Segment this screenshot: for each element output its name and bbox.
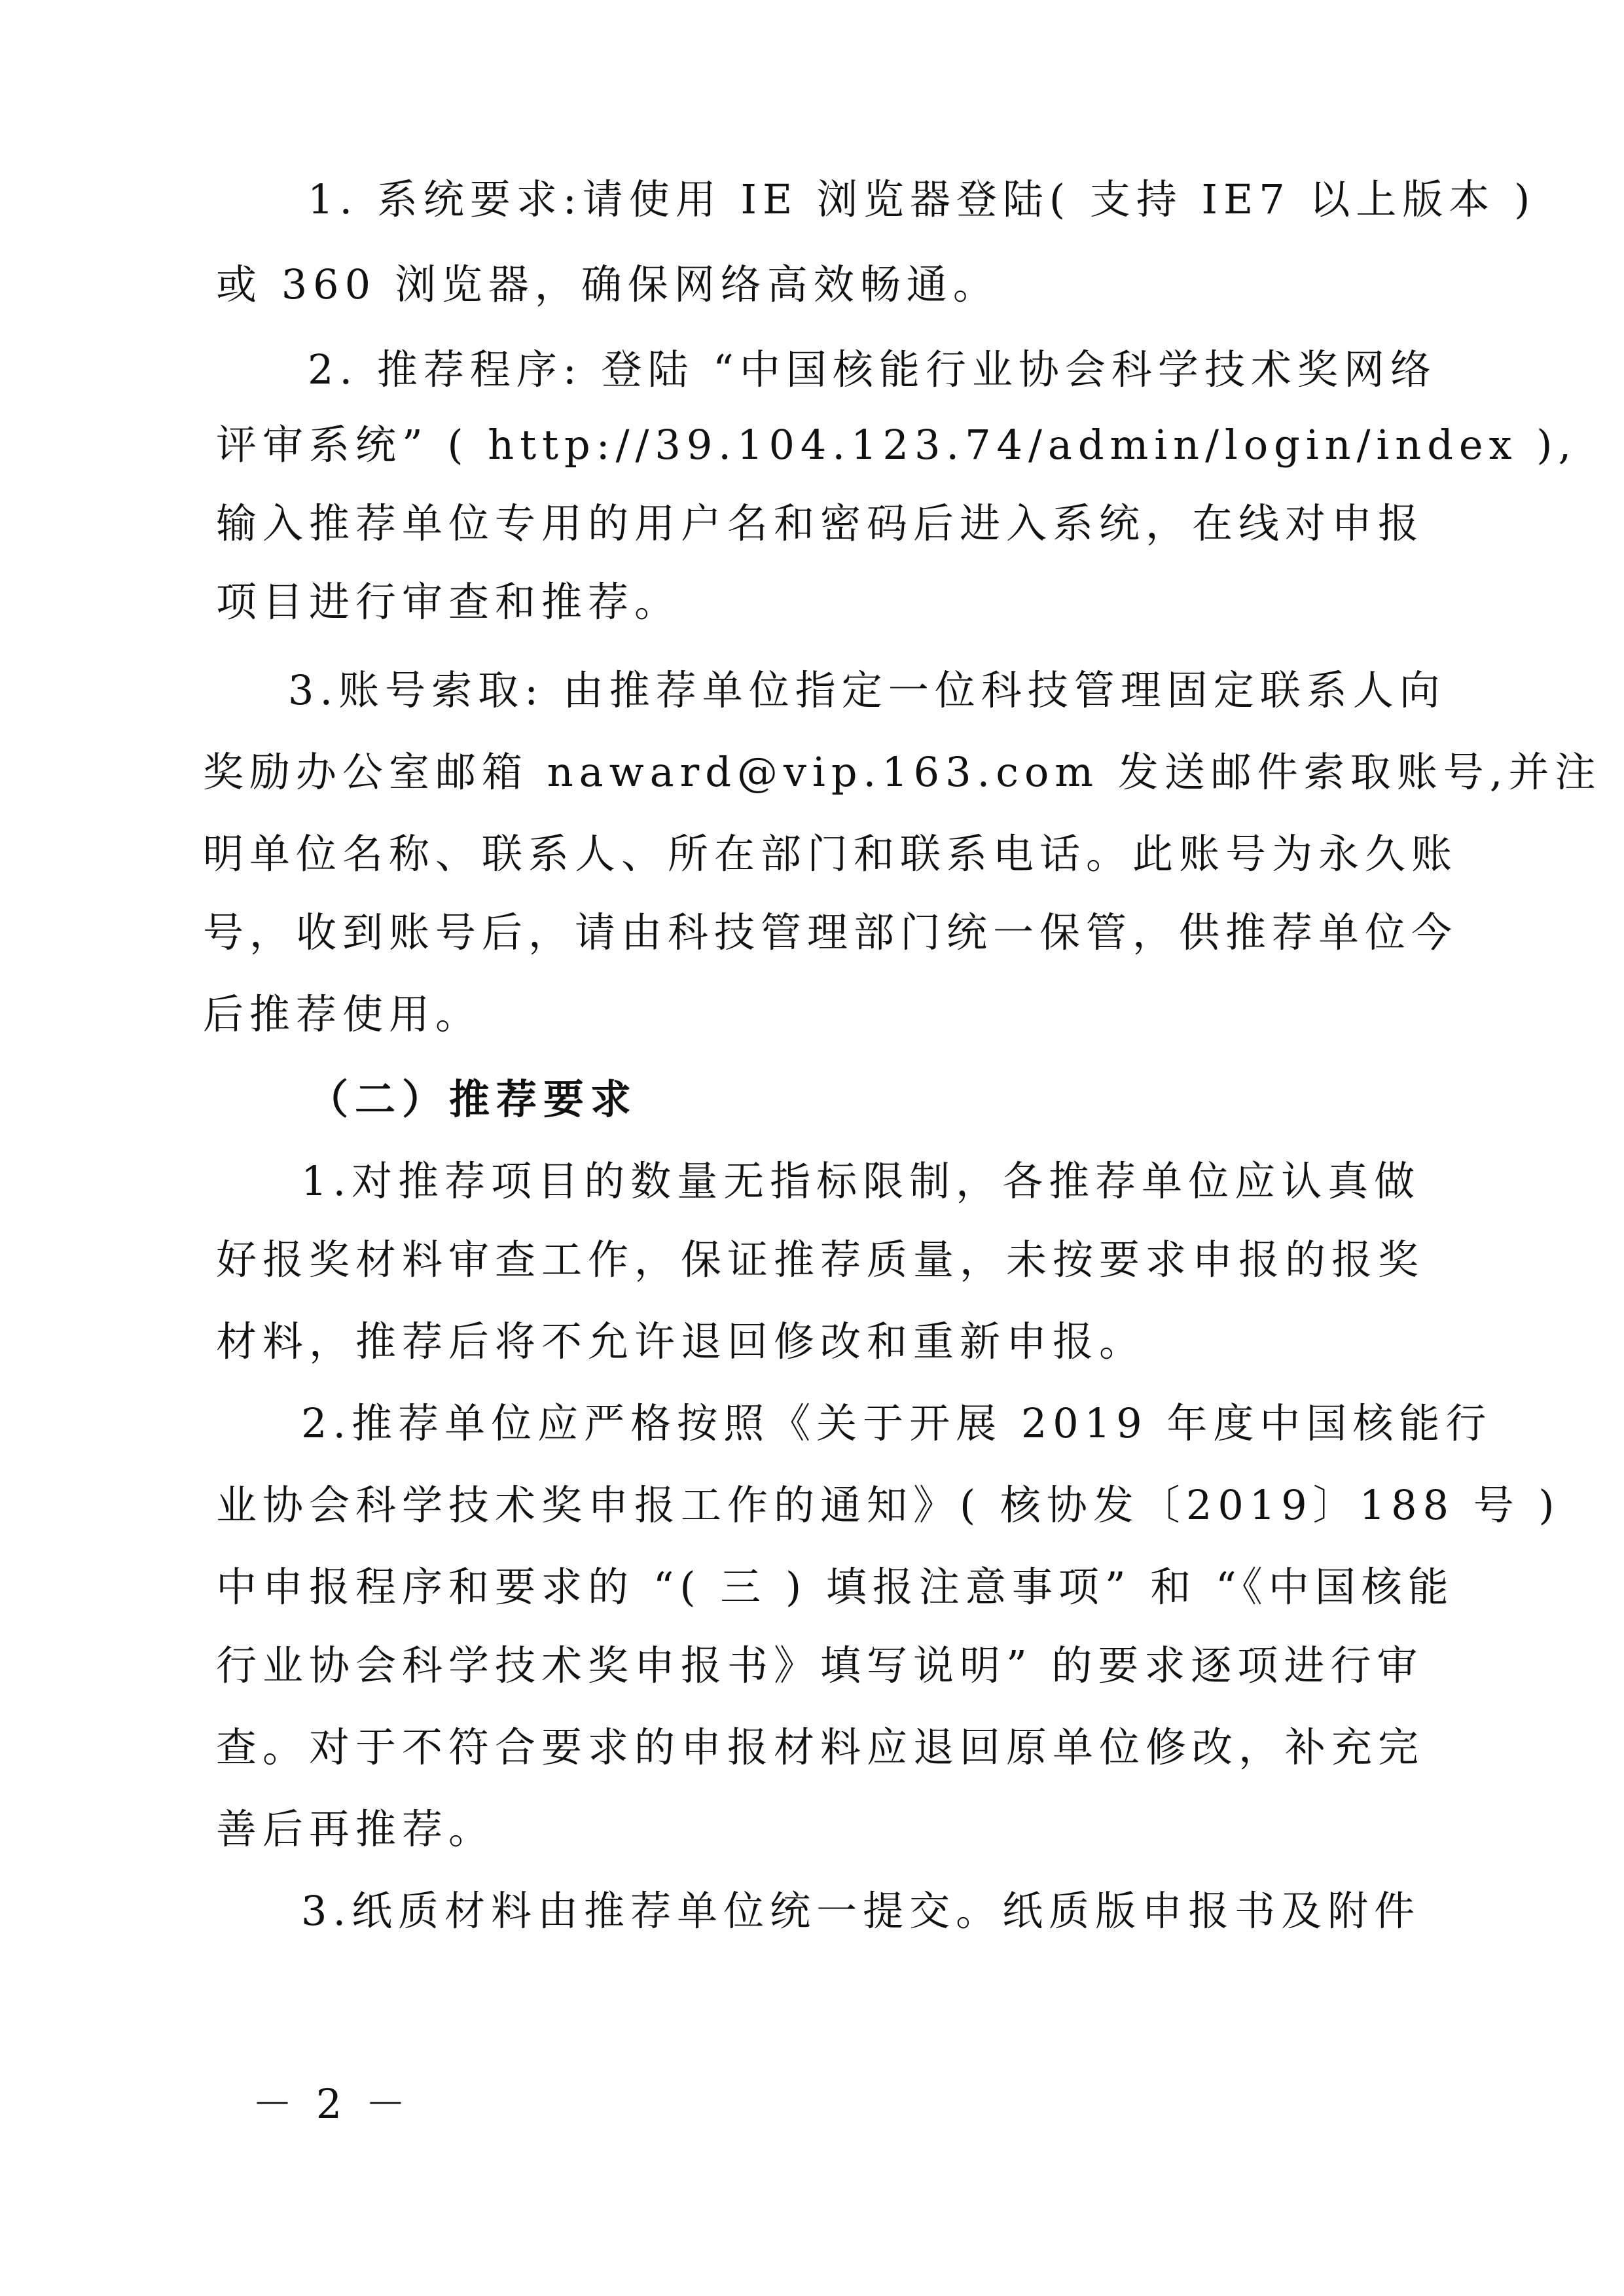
paragraph-line: 中申报程序和要求的 “( 三 ) 填报注意事项” 和 “《中国核能: [216, 1563, 1454, 1611]
paragraph-line: 材料，推荐后将不允许退回修改和重新申报。: [216, 1318, 1146, 1365]
paragraph-line: 善后再推荐。: [216, 1805, 496, 1853]
paragraph-line: 行业协会科学技术奖申报书》填写说明” 的要求逐项进行审: [216, 1641, 1424, 1689]
paragraph-line: 或 360 浏览器，确保网络高效畅通。: [216, 260, 1000, 308]
paragraph-line: 查。对于不符合要求的申报材料应退回原单位修改，补充完: [216, 1723, 1425, 1771]
paragraph-line: 2.推荐单位应严格按照《关于开展 2019 年度中国核能行: [301, 1399, 1492, 1447]
paragraph-line: 3.纸质材料由推荐单位统一提交。纸质版申报书及附件: [301, 1887, 1421, 1935]
paragraph-line: 明单位名称、联系人、所在部门和联系电话。此账号为永久账: [203, 830, 1458, 878]
paragraph-line: 好报奖材料审查工作，保证推荐质量，未按要求申报的报奖: [216, 1236, 1425, 1283]
paragraph-line: 1. 系统要求:请使用 IE 浏览器登陆( 支持 IE7 以上版本 ): [308, 175, 1536, 223]
paragraph-line: 3.账号索取: 由推荐单位指定一位科技管理固定联系人向: [288, 666, 1446, 714]
paragraph-line: 输入推荐单位专用的用户名和密码后进入系统，在线对申报: [216, 499, 1425, 547]
paragraph-line: 号，收到账号后，请由科技管理部门统一保管，供推荐单位今: [203, 908, 1458, 956]
paragraph-line: 业协会科学技术奖申报工作的通知》( 核协发〔2019〕188 号 ): [216, 1481, 1561, 1529]
paragraph-line: 后推荐使用。: [203, 990, 482, 1038]
section-heading: （二）推荐要求: [308, 1075, 638, 1123]
paragraph-line: 1.对推荐项目的数量无指标限制，各推荐单位应认真做: [301, 1157, 1421, 1205]
paragraph-line: 奖励办公室邮箱 naward@vip.163.com 发送邮件索取账号,并注: [203, 748, 1602, 796]
paragraph-line: 评审系统” ( http://39.104.123.74/admin/login/index ),: [216, 421, 1578, 469]
paragraph-line: 2. 推荐程序: 登陆 “中国核能行业协会科学技术奖网络: [308, 346, 1437, 393]
page-number: － 2 －: [252, 2080, 411, 2128]
paragraph-line: 项目进行审查和推荐。: [216, 578, 681, 626]
